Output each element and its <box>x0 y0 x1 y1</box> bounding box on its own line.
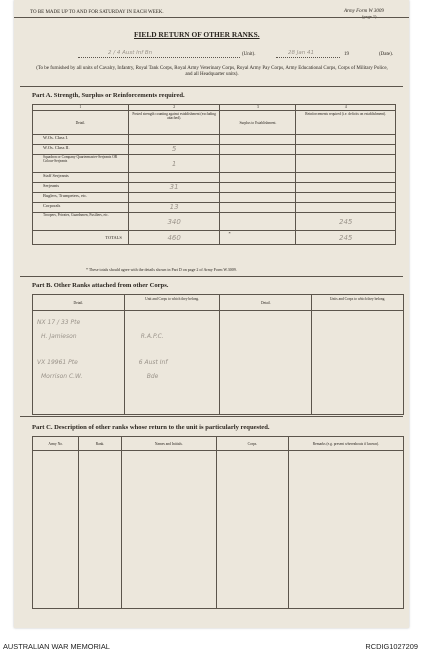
army-no-column[interactable] <box>33 451 79 609</box>
part-c-table <box>32 436 404 609</box>
col-number: 3 <box>220 105 296 111</box>
part-a-footnote: * These totals should agree with the details shown in Part D on page 2 of Army Form W.3009. <box>86 267 237 272</box>
surplus-cell[interactable] <box>220 135 296 145</box>
date-value: 28 Jan 41 <box>288 50 314 56</box>
row-label: Squadron or Company Quartermaster-Serjeants OR Colour-Serjeants <box>33 155 129 173</box>
archive-id: RCDIG1027209 <box>365 642 418 651</box>
form-title: FIELD RETURN OF OTHER RANKS. <box>134 30 260 39</box>
posted-cell[interactable]: 13 <box>128 203 220 213</box>
entry-detail: NX 17 / 33 Pte <box>37 319 81 326</box>
unit-corps-column[interactable] <box>124 311 220 415</box>
remarks-column[interactable] <box>288 451 403 609</box>
posted-cell[interactable]: 340 <box>128 213 220 231</box>
part-b-rule <box>20 276 403 277</box>
detail-column-right[interactable] <box>220 311 312 415</box>
furnished-note: (To be furnished by all units of Cavalry, Infantry, Royal Tank Corps, Royal Army Veterinary Corps, Royal Army Pay Corps, Army Educational Corps, Corps of Military Police, and all Headquarter units). <box>36 66 388 78</box>
table-row <box>33 155 396 173</box>
rank-column[interactable] <box>79 451 121 609</box>
unit-corps-column-right[interactable] <box>312 311 404 415</box>
row-label: W.Os. Class I. <box>33 135 129 145</box>
reinf-cell[interactable] <box>296 193 396 203</box>
reinf-cell[interactable] <box>296 135 396 145</box>
entry-detail: Morrison C.W. <box>41 373 83 380</box>
form-sheet <box>14 0 409 628</box>
archive-name: AUSTRALIAN WAR MEMORIAL <box>3 642 110 651</box>
col-header: Surplus to Establishment. <box>220 111 296 135</box>
part-a-rule <box>20 86 403 87</box>
unit-field[interactable] <box>78 50 240 58</box>
table-row <box>33 135 396 145</box>
reinf-cell[interactable]: 245 <box>296 213 396 231</box>
part-c-rule <box>20 416 403 417</box>
col-number: 2 <box>128 105 220 111</box>
unit-label: (Unit). <box>242 52 256 57</box>
army-form-number: Army Form W 3009 <box>344 9 384 14</box>
totals-row <box>33 231 396 245</box>
posted-cell[interactable] <box>128 135 220 145</box>
part-c-heading: Part C. Description of other ranks whose return to the unit is particularly requested. <box>32 424 270 431</box>
part-b-heading: Part B. Other Ranks attached from other Corps. <box>32 282 169 289</box>
row-label: Serjeants <box>33 183 129 193</box>
totals-label: TOTALS <box>33 231 129 245</box>
surplus-cell[interactable] <box>220 213 296 231</box>
entry-detail: H. Jamieson <box>41 333 77 340</box>
surplus-cell[interactable] <box>220 155 296 173</box>
col-header: Unit and Corps to which they belong. <box>124 295 220 311</box>
archive-footer <box>0 640 422 654</box>
surplus-cell[interactable] <box>220 203 296 213</box>
reinf-cell[interactable] <box>296 183 396 193</box>
table-row <box>33 173 396 183</box>
table-row <box>33 193 396 203</box>
reinf-cell[interactable] <box>296 203 396 213</box>
col-header: Reinforcements required (i.e. deficits on establishment). <box>296 111 396 135</box>
reinf-cell[interactable] <box>296 145 396 155</box>
posted-cell[interactable] <box>128 173 220 183</box>
entry-unit: R.A.P.C. <box>140 333 164 340</box>
col-header: Detail. <box>33 111 129 135</box>
surplus-cell[interactable] <box>220 193 296 203</box>
part-b-table <box>32 294 404 415</box>
table-row <box>33 145 396 155</box>
col-header: Detail. <box>33 295 125 311</box>
reinf-cell[interactable] <box>296 173 396 183</box>
col-number: 4 <box>296 105 396 111</box>
row-label: Staff Serjeants <box>33 173 129 183</box>
date-label: (Date). <box>379 52 394 57</box>
names-column[interactable] <box>121 451 216 609</box>
col-header: Names and Initials. <box>121 437 216 451</box>
entry-unit: Bde <box>146 373 159 380</box>
table-row <box>33 203 396 213</box>
row-label: W.Os. Class II. <box>33 145 129 155</box>
entry-detail: VX 19961 Pte <box>37 359 78 366</box>
col-header: Posted strength counting against establishment (excluding attached). <box>128 111 220 135</box>
col-header: Detail. <box>220 295 312 311</box>
date-year: 19 <box>344 52 349 57</box>
surplus-cell[interactable] <box>220 173 296 183</box>
corps-column[interactable] <box>217 451 289 609</box>
col-header: Units and Corps to which they belong. <box>312 295 404 311</box>
totals-posted[interactable]: 460 <box>128 231 220 245</box>
reinf-cell[interactable] <box>296 155 396 173</box>
made-up-note: TO BE MADE UP TO AND FOR SATURDAY IN EACH WEEK. <box>30 10 164 15</box>
posted-cell[interactable]: 1 <box>128 155 220 173</box>
detail-column[interactable] <box>33 311 125 415</box>
totals-reinf[interactable]: 245 <box>296 231 396 245</box>
col-header: Corps. <box>217 437 289 451</box>
entry-unit: 6 Aust Inf <box>138 359 168 366</box>
surplus-cell[interactable] <box>220 145 296 155</box>
posted-cell[interactable] <box>128 193 220 203</box>
col-header: Remarks (e.g. present whereabouts if known). <box>288 437 403 451</box>
date-field[interactable] <box>276 50 340 58</box>
part-a-heading: Part A. Strength, Surplus or Reinforcements required. <box>32 92 185 99</box>
posted-cell[interactable]: 5 <box>128 145 220 155</box>
posted-cell[interactable]: 31 <box>128 183 220 193</box>
row-label: Corporals <box>33 203 129 213</box>
col-header: Rank. <box>79 437 121 451</box>
row-label: Troopers, Privates, Guardsmen, Fusiliers, etc. <box>33 213 129 231</box>
table-row <box>33 183 396 193</box>
surplus-cell[interactable] <box>220 183 296 193</box>
totals-surplus[interactable]: * <box>220 231 296 245</box>
col-number: 1 <box>33 105 129 111</box>
part-a-table <box>32 104 396 245</box>
table-row <box>33 213 396 231</box>
col-header: Army No. <box>33 437 79 451</box>
row-label: Buglers, Trumpeters, etc. <box>33 193 129 203</box>
unit-value: 2 / 4 Aust Inf Bn <box>108 50 153 56</box>
page-number: (page 1) <box>362 14 377 19</box>
